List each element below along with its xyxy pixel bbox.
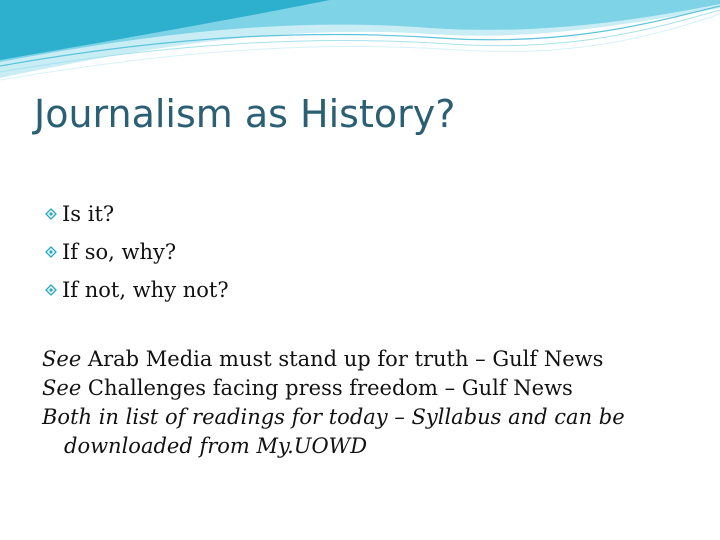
bullet-list (44, 195, 229, 309)
hollow-bullet-icon (44, 283, 58, 297)
reference-prefix: See (42, 347, 82, 371)
reference-line (42, 345, 702, 374)
reading-references (42, 345, 702, 461)
bullet-item (44, 271, 229, 309)
reference-line (42, 374, 702, 403)
bullet-text: Is it? (62, 202, 115, 226)
reference-text: Arab Media must stand up for truth – Gulf News (81, 347, 604, 371)
bullet-text: If not, why not? (62, 278, 229, 302)
slide-title: Journalism as History? (34, 92, 456, 136)
reference-note: Both in list of readings for today – Syllabus and can be (42, 405, 625, 429)
hollow-bullet-icon (44, 245, 58, 259)
reference-line (42, 403, 702, 432)
header-wave-decoration (0, 0, 720, 90)
reference-note: downloaded from My.UOWD (64, 434, 368, 458)
hollow-bullet-icon (44, 207, 58, 221)
bullet-text: If so, why? (62, 240, 177, 264)
reference-prefix: See (42, 376, 82, 400)
reference-text: Challenges facing press freedom – Gulf News (81, 376, 573, 400)
bullet-item (44, 233, 229, 271)
bullet-item (44, 195, 229, 233)
reference-line (42, 432, 702, 461)
